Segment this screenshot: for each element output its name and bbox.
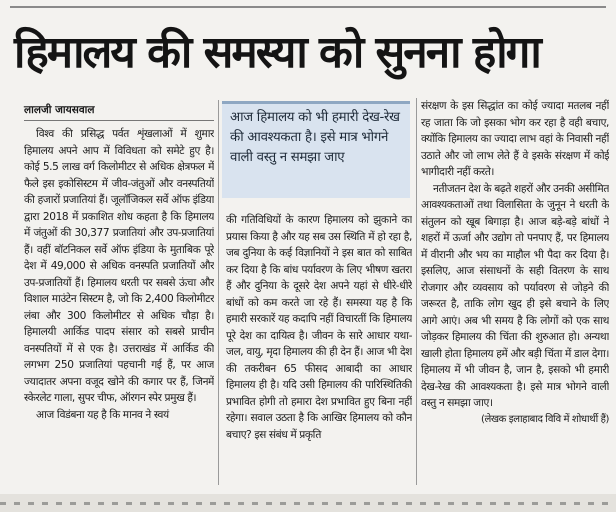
top-rule <box>10 6 606 8</box>
column-1-paragraph: विश्व की प्रसिद्ध पर्वत शृंखलाओं में शुमार हिमालय अपने आप में विविधता को समेटे हुए है। कोई 5.5 लाख वर्ग किलोमीटर से अधिक क्षेत्रफल में फैले इस इकोसिस्टम में जीव-जंतुओं और वनस्पतियों की हजारों प्रजातियां हैं। जूलॉजिकल सर्वे ऑफ इंडिया द्वारा 2018 में प्रकाशित शोध कहता है कि हिमालय में जंतुओं की 30,377 प्रजातियां और उप-प्रजातियां हैं। वहीं बॉटनिकल सर्वे ऑफ इंडिया के मुताबिक पूरे देश में 49,000 से अधिक वनस्पति प्रजातियों और उप-प्रजातियों हैं। हिमालय धरती पर सबसे ऊंचा और विशाल माउंटेन सिस्टम है, जो कि 2,400 किलोमीटर लंबा और 300 किलोमीटर से अधिक चौड़ा है। हिमालयी आर्किड पादप संसार को सबसे प्राचीन वनस्पतियों में से एक है। उत्तराखंड में आर्किड की लगभग 250 प्रजातियां पहचानी गई हैं, पर आज ज्यादातर अपना वजूद खोने की कगार पर हैं, जिनमें स्केरलेट गाला, सुपर चीफ, ऑरगन स्पेर प्रमुख हैं। <box>24 128 214 404</box>
next-article-edge <box>0 494 616 512</box>
article-column-2 <box>226 212 412 487</box>
column-3-paragraph-2: नतीजतन देश के बढ़ते शहरों और उनकी असीमित आवश्यकताओं तथा विलासिता के जुनून ने धरती के संतुलन को खूब बिगाड़ा है। आज बड़े-बड़े बांधों ने शहरों में ऊर्जा और उद्योग तो पनपाए हैं, पर हिमालय में वीरानी और भय का माहौल भी पैदा कर दिया है। इसलिए, आज संसाधनों के सही वितरण के साथ रोजगार और व्यवसाय को पर्यावरण से जोड़ने की जरूरत है, ताकि लोग खुद ही इसे बचाने के लिए आगे आएं। अब भी समय है कि लोगों को एक साथ जोड़कर हिमालय की चिंता की शुरुआत हो। अन्यथा खाली होता हिमालय हमें और बड़ी चिंता में डाल देगा। हिमालय में भी जीवन है, जान है, इसको भी हमारी देख-रेख की आवश्यकता है। इसे मात्र भोगने वाली वस्तु न समझा जाए। <box>421 182 609 409</box>
column-divider-2 <box>416 98 417 485</box>
article-column-3 <box>421 98 609 488</box>
byline-divider <box>24 120 214 121</box>
author-credit: (लेखक इलाहाबाद विवि में शोधार्थी हैं) <box>480 413 609 425</box>
article-column-1 <box>24 126 214 481</box>
pull-quote-box <box>222 101 410 198</box>
byline: लालजी जायसवाल <box>24 104 95 116</box>
column-divider-1 <box>218 100 219 485</box>
column-1-paragraph-2: आज विडंबना यह है कि मानव ने स्वयं <box>36 408 169 421</box>
column-3-paragraph: संरक्षण के इस सिद्धांत का कोई ज्यादा मतलब नहीं रह जाता कि जो इसका भोग कर रहा है वही बचाए, क्योंकि हिमालय का ज्यादा लाभ वहां के निवासी नहीं उठाते और जो लाभ लेते हैं वे इसके संरक्षण में कोई भागीदारी नहीं करते। <box>421 100 609 178</box>
headline: हिमालय की समस्या को सुनना होगा <box>14 27 540 78</box>
pull-quote: आज हिमालय को भी हमारी देख-रेख की आवश्यकता है। इसे मात्र भोगने वाली वस्तु न समझा जाए <box>230 110 400 165</box>
column-2-paragraph: की गतिविधियों के कारण हिमालय को झुकाने का प्रयास किया है और यह सब उस स्थिति में हो रहा है, जब दुनिया के कई विज्ञानियों ने इस बात को साबित कर दिया है कि बांध पर्यावरण के लिए भीषण खतरा हैं और दुनिया के दूसरे देश अपने यहां से धीरे-धीरे बांधों को कम करते जा रहे हैं। समस्या यह है कि हमारी सरकारें यह कदापि नहीं विचारतीं कि हिमालय पूरे देश का दायित्व है। जीवन के सारे आधार यथा-जल, वायु, मृदा हिमालय की ही देन हैं। आज भी देश की तकरीबन 65 फीसद आबादी का आधार हिमालय ही है। यदि उसी हिमालय की पारिस्थितिकी प्रभावित होगी तो हमारा देश प्रभावित हुए बिना नहीं रहेगा। सवाल उठता है कि आखिर हिमालय को कौन बचाए? इस संबंध में प्रकृति <box>226 214 412 441</box>
